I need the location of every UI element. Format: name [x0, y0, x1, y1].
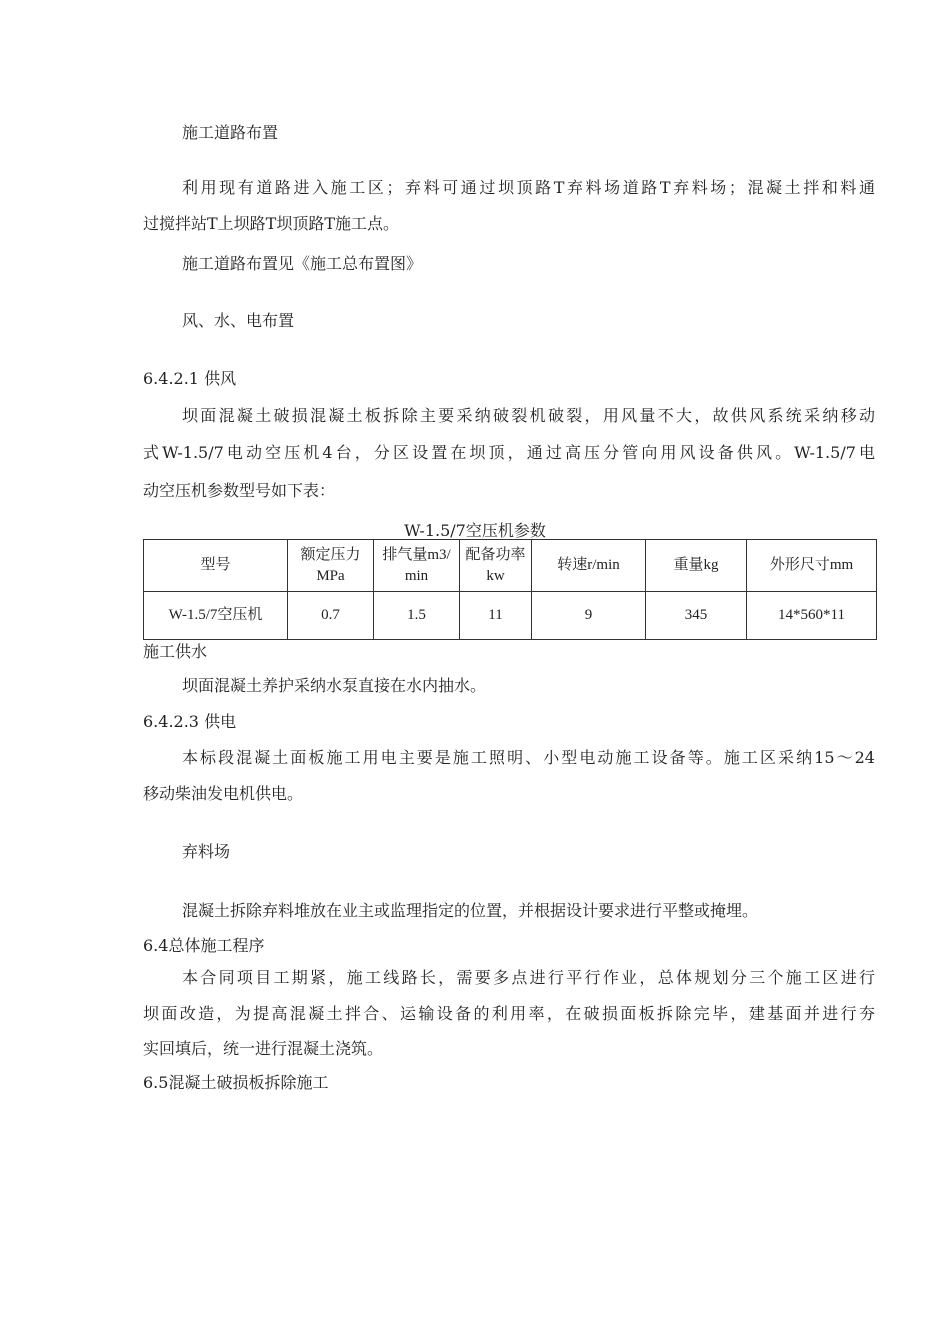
heading-demolition: 6.5混凝土破损板拆除施工 [143, 1073, 329, 1092]
paragraph-line: 过搅拌站T上坝路T坝顶路T施工点。 [143, 214, 400, 233]
header-cell-dimensions: 外形尺寸mm [747, 540, 877, 592]
header-cell-displacement: 排气量m3/ min [374, 540, 460, 592]
table-row [144, 592, 877, 640]
paragraph-line: 利用现有道路进入施工区；弃料可通过坝顶路T弃料场道路T弃料场；混凝土拌和料通 [182, 178, 875, 197]
table-cell: 1.5 [374, 592, 460, 640]
header-cell-weight: 重量kg [646, 540, 747, 592]
paragraph-line: 混凝土拆除弃料堆放在业主或监理指定的位置，并根据设计要求进行平整或掩埋。 [182, 901, 759, 920]
table-caption: W-1.5/7空压机参数 [404, 521, 546, 540]
paragraph-line: 坝面混凝土养护采纳水泵直接在水内抽水。 [182, 676, 487, 695]
table-cell: 0.7 [288, 592, 374, 640]
table-header-row [144, 540, 877, 592]
section-title-spoil: 弃料场 [182, 842, 231, 861]
compressor-params-table [143, 539, 877, 640]
header-cell-pressure: 额定压力 MPa [288, 540, 374, 592]
table-cell: 9 [532, 592, 646, 640]
table-cell: 14*560*11 [747, 592, 877, 640]
paragraph-line: 实回填后，统一进行混凝土浇筑。 [143, 1039, 384, 1058]
heading-air-supply: 6.4.2.1 供风 [143, 369, 237, 388]
heading-overall-procedure: 6.4总体施工程序 [143, 936, 265, 955]
heading-water-supply: 施工供水 [143, 642, 208, 661]
heading-power-supply: 6.4.2.3 供电 [143, 712, 237, 731]
paragraph-line: 施工道路布置见《施工总布置图》 [182, 254, 423, 273]
header-cell-power: 配备功率 kw [460, 540, 532, 592]
paragraph-line: 移动柴油发电机供电。 [143, 784, 304, 803]
paragraph-line: 式W-1.5/7电动空压机4台，分区设置在坝顶，通过高压分管向用风设备供风。W-1.5/7电 [143, 443, 875, 462]
header-cell-speed: 转速r/min [532, 540, 646, 592]
paragraph-line: 本标段混凝土面板施工用电主要是施工照明、小型电动施工设备等。施工区采纳15〜24 [182, 748, 875, 767]
table-cell: W-1.5/7空压机 [144, 592, 288, 640]
section-title-road: 施工道路布置 [182, 123, 279, 142]
paragraph-line: 坝面混凝土破损混凝土板拆除主要采纳破裂机破裂，用风量不大，故供风系统采纳移动 [182, 406, 875, 425]
section-title-utilities: 风、水、电布置 [182, 311, 295, 330]
header-cell-model: 型号 [144, 540, 288, 592]
paragraph-line: 坝面改造，为提高混凝土拌合、运输设备的利用率，在破损面板拆除完毕，建基面并进行夯 [143, 1004, 875, 1023]
table-cell: 345 [646, 592, 747, 640]
table-cell: 11 [460, 592, 532, 640]
paragraph-line: 动空压机参数型号如下表： [143, 481, 336, 500]
paragraph-line: 本合同项目工期紧，施工线路长，需要多点进行平行作业，总体规划分三个施工区进行 [182, 968, 875, 987]
